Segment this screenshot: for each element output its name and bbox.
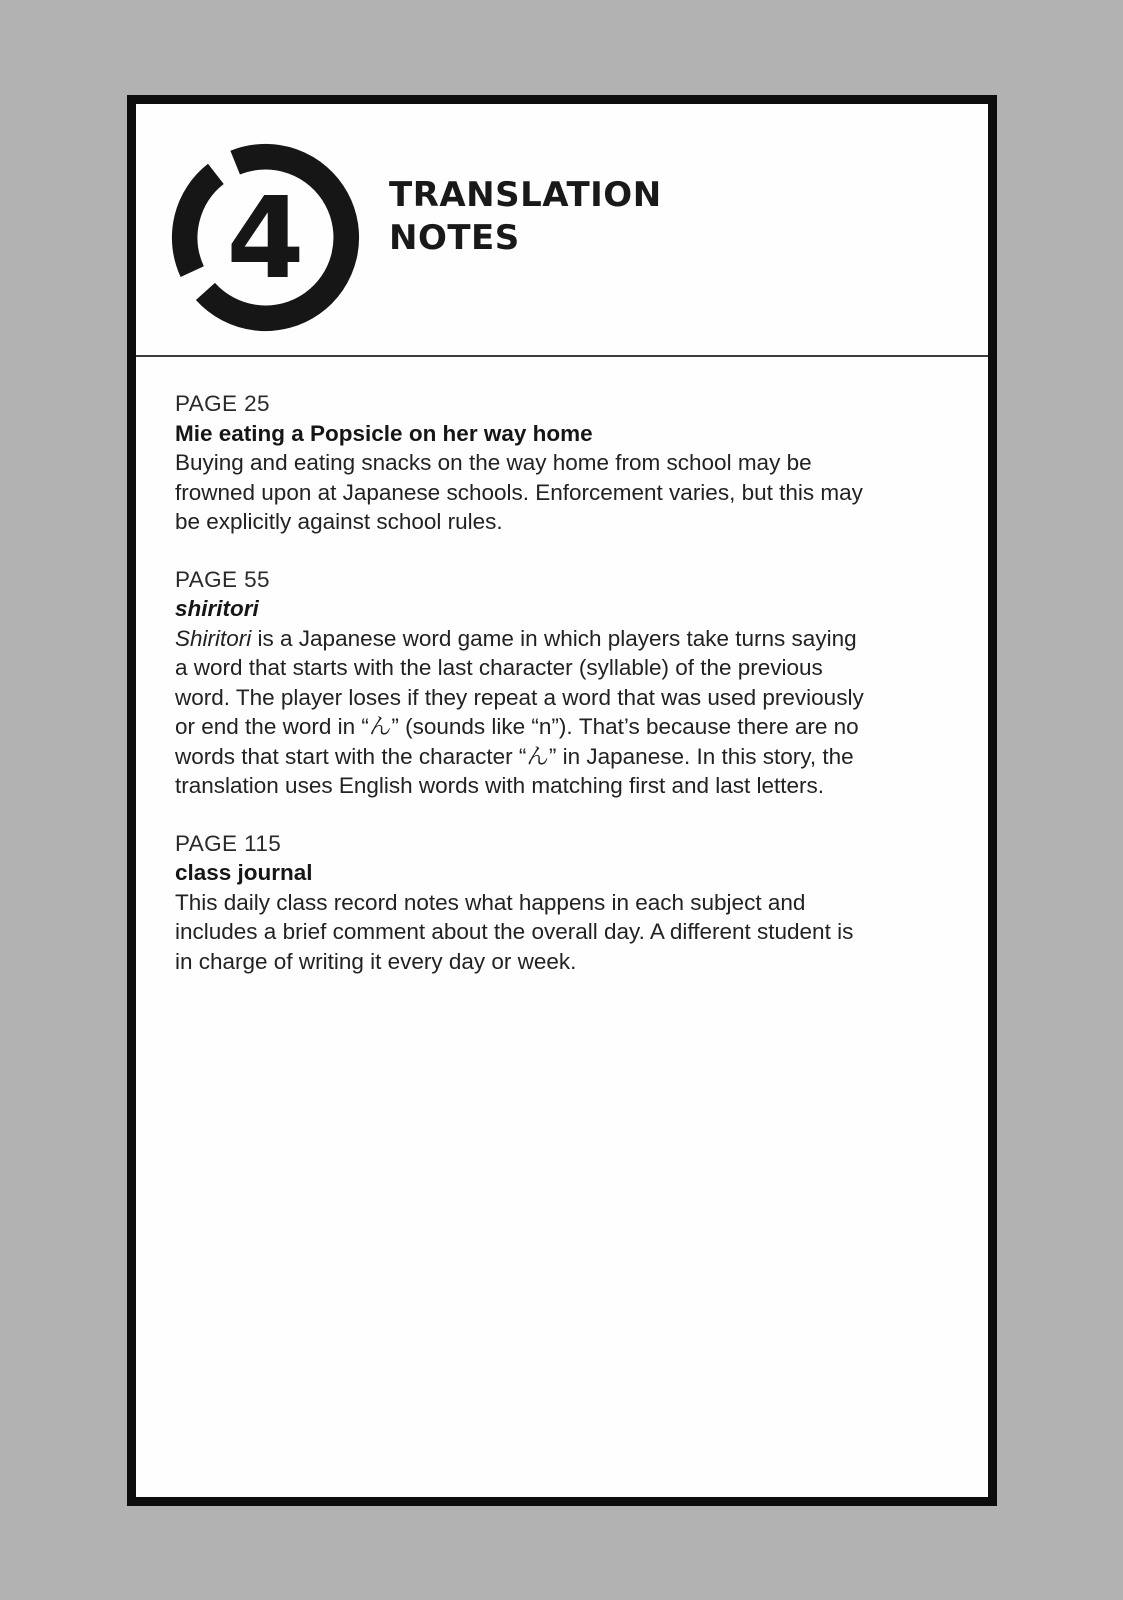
chapter-header <box>136 104 988 357</box>
body-line <box>175 624 970 654</box>
note-section-page-25 <box>175 389 970 537</box>
note-section-page-55 <box>175 565 970 801</box>
body-text: is a Japanese word game in which players take turns saying <box>251 625 857 651</box>
note-heading: class journal <box>175 860 313 885</box>
book-page <box>127 95 997 1506</box>
chapter-title <box>389 174 662 260</box>
body-line: or end the word in “ん” (sounds like “n”). That’s because there are no <box>175 714 859 739</box>
body-line: frowned upon at Japanese schools. Enforcement varies, but this may <box>175 479 863 505</box>
body-line: in charge of writing it every day or week. <box>175 948 577 974</box>
notes-content <box>136 357 988 976</box>
body-line: translation uses English words with matching first and last letters. <box>175 773 825 798</box>
body-line: be explicitly against school rules. <box>175 509 503 534</box>
note-section-page-115 <box>175 829 970 977</box>
body-line: a word that starts with the last character (syllable) of the previous <box>175 655 823 680</box>
title-line-1: TRANSLATION <box>389 175 662 215</box>
body-line: This daily class record notes what happens in each subject and <box>175 889 806 915</box>
note-heading: Mie eating a Popsicle on her way home <box>175 420 593 446</box>
body-line: words that start with the character “ん” in Japanese. In this story, the <box>175 743 854 769</box>
body-line: Buying and eating snacks on the way home from school may be <box>175 450 812 475</box>
chapter-number-badge <box>167 139 364 336</box>
page-label: PAGE 55 <box>175 566 270 592</box>
italic-term: Shiritori <box>175 625 252 651</box>
body-line: word. The player loses if they repeat a word that was used previously <box>175 684 864 710</box>
page-label: PAGE 115 <box>175 830 282 856</box>
page-label: PAGE 25 <box>175 391 270 416</box>
note-heading: shiritori <box>175 596 259 621</box>
body-line: includes a brief comment about the overall day. A different student is <box>175 919 854 944</box>
title-line-2: NOTES <box>389 218 520 258</box>
chapter-number: 4 <box>226 174 305 304</box>
